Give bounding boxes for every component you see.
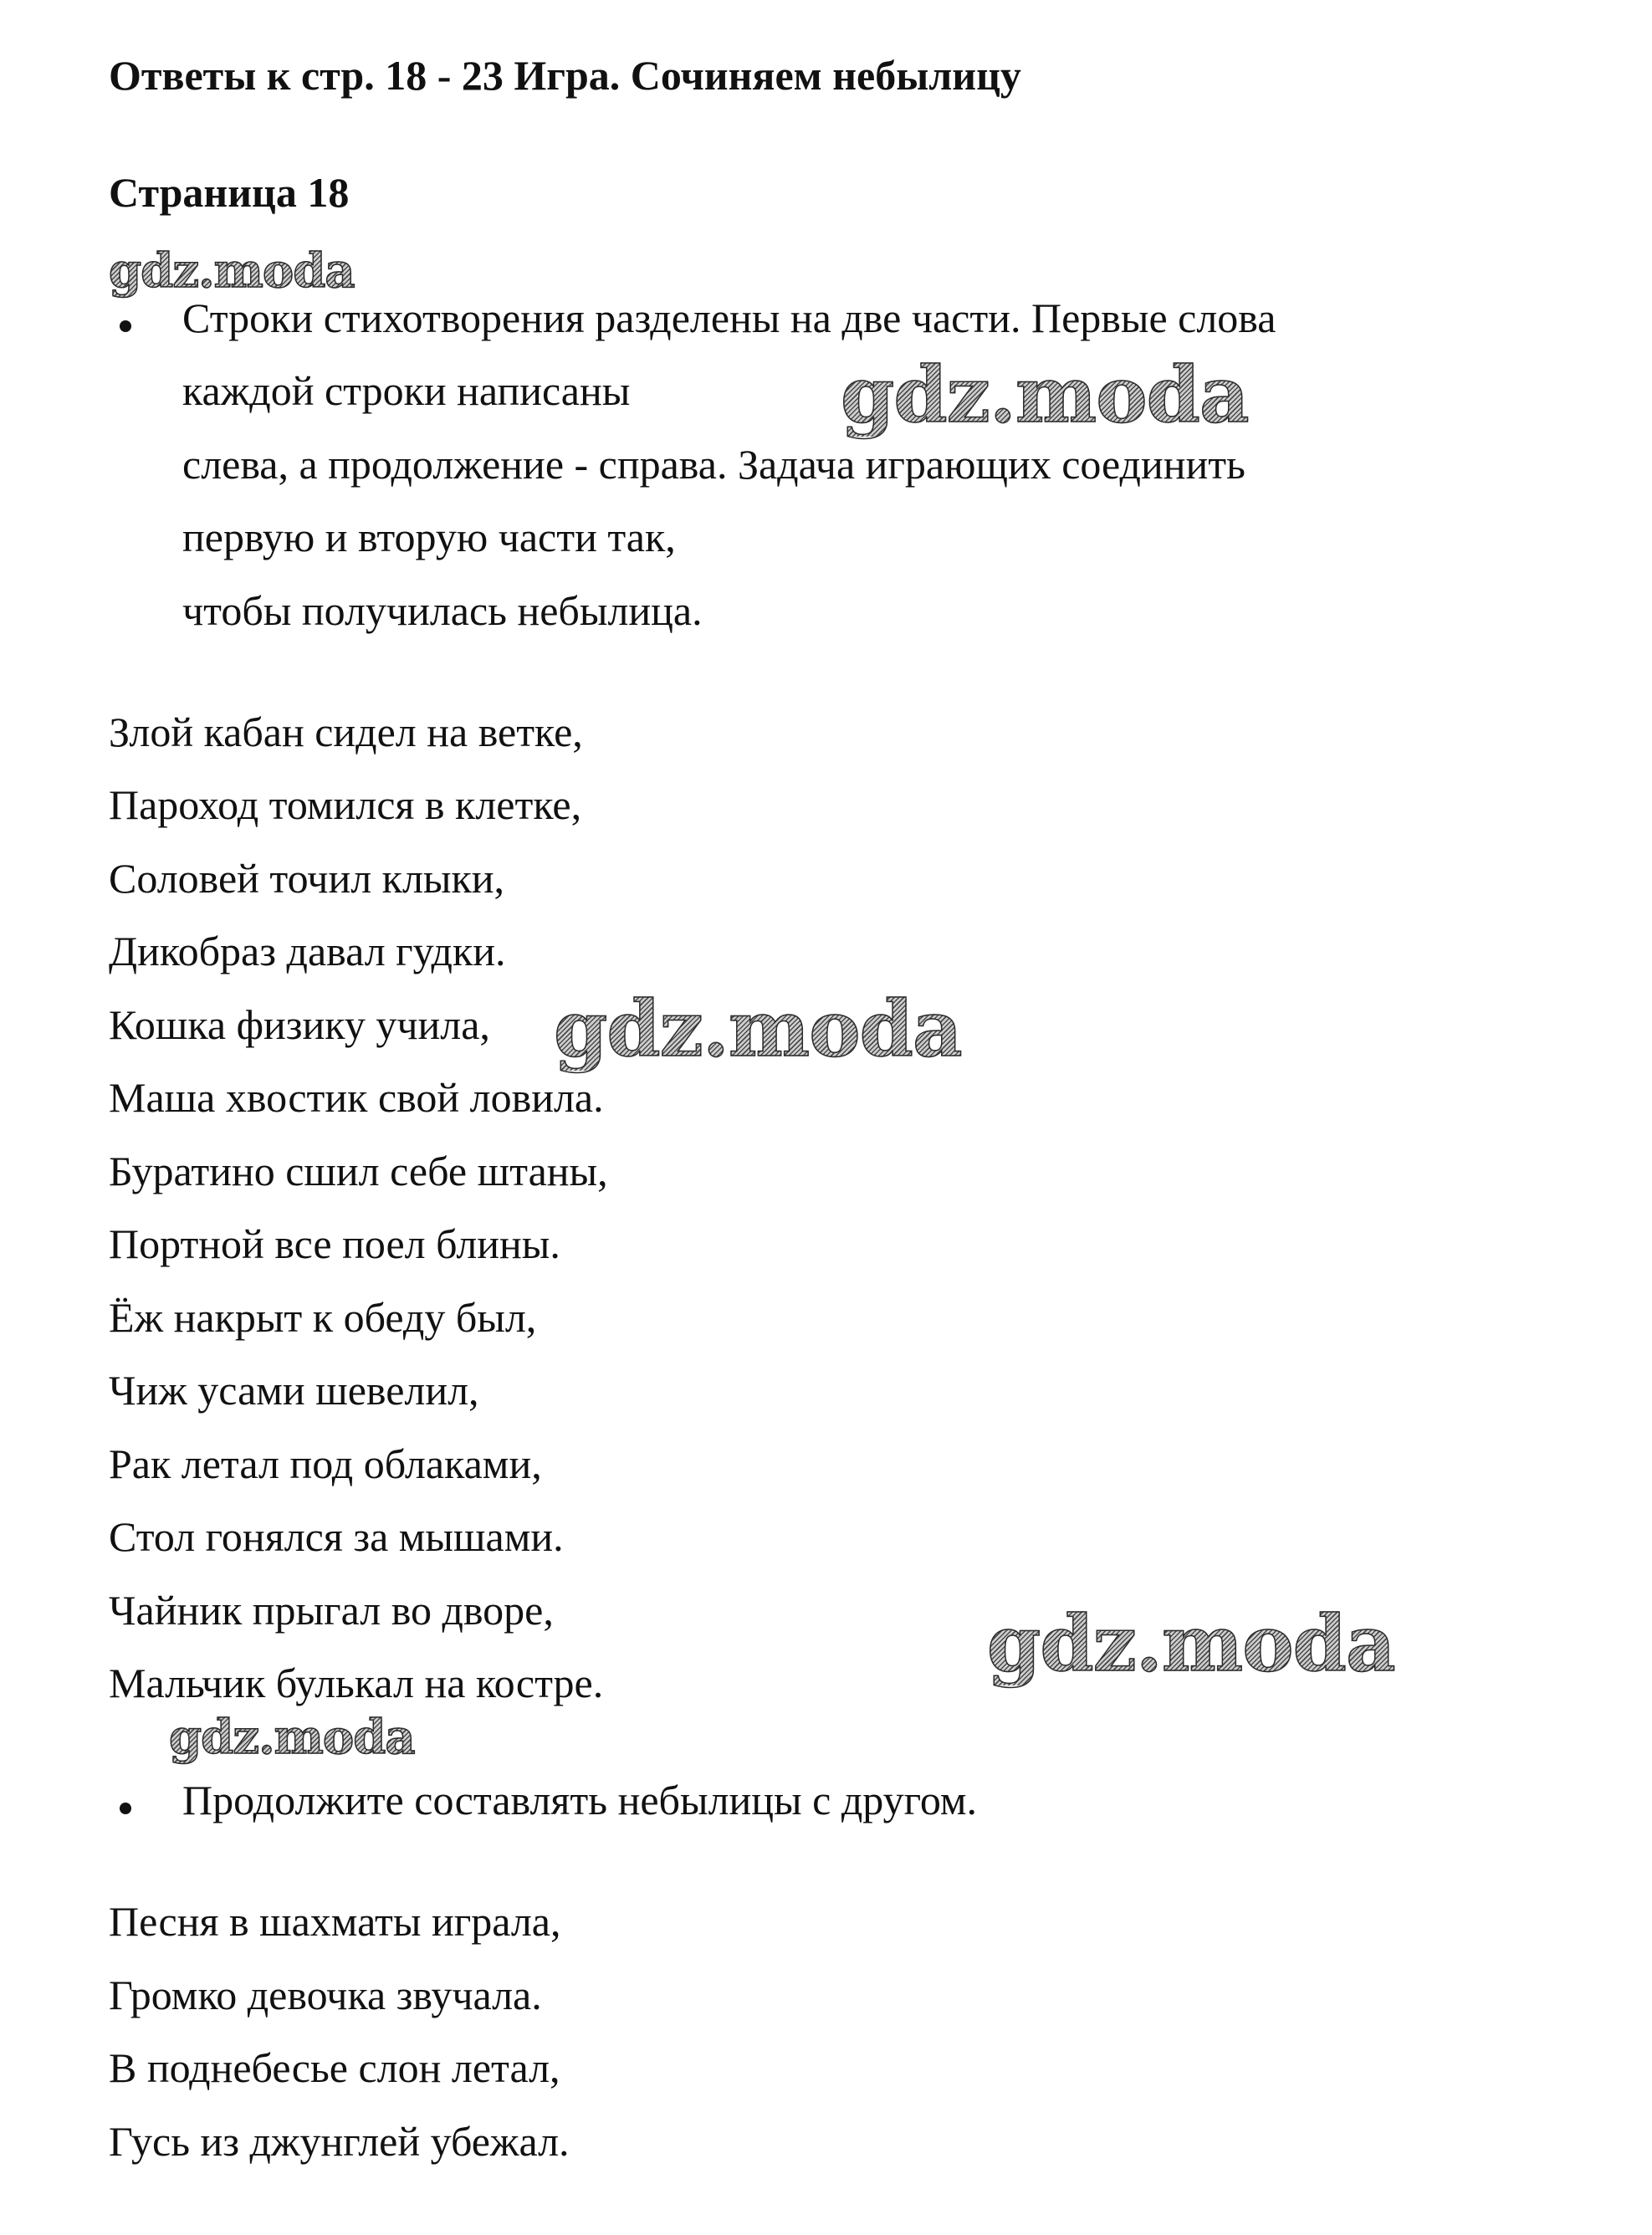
poem-line: Маша хвостик свой ловила. <box>109 1074 604 1121</box>
poem-line: Чиж усами шевелил, <box>109 1367 479 1414</box>
poem-line: Рак летал под облаками, <box>109 1440 542 1487</box>
poem-line: Кошка физику учила, <box>109 1001 490 1048</box>
poem-line: Дикобраз давал гудки. <box>109 928 506 974</box>
task-line: Продолжите составлять небылицы с другом. <box>182 1777 978 1823</box>
watermark: gdz.moda <box>169 1710 415 1765</box>
poem-line: Мальчик булькал на костре. <box>109 1660 604 1706</box>
watermark: gdz.moda <box>109 243 355 299</box>
poem-line: Стол гонялся за мышами. <box>109 1513 564 1560</box>
task-line: первую и вторую части так, <box>182 514 676 560</box>
task-line: слева, а продолжение - справа. Задача играющих соединить <box>182 441 1245 488</box>
poem-line: Пароход томился в клетке, <box>109 781 582 828</box>
bullet-icon <box>120 1803 131 1814</box>
poem-line: Буратино сшил себе штаны, <box>109 1148 608 1194</box>
task-line: каждой строки написаны <box>182 367 631 414</box>
watermark: gdz.moda <box>987 1598 1395 1689</box>
page-title: Ответы к стр. 18 - 23 Игра. Сочиняем небылицу <box>109 52 1021 99</box>
poem-line: Гусь из джунглей убежал. <box>109 2118 570 2165</box>
poem-line: В поднебесье слон летал, <box>109 2044 560 2091</box>
page-heading: Страница 18 <box>109 169 350 216</box>
watermark: gdz.moda <box>841 350 1249 440</box>
task-line: чтобы получилась небылица. <box>182 587 703 634</box>
poem-line: Соловей точил клыки, <box>109 855 505 902</box>
poem-line: Громко девочка звучала. <box>109 1972 542 2018</box>
task-line: Строки стихотворения разделены на две части. Первые слова <box>182 294 1276 341</box>
watermark: gdz.moda <box>554 984 962 1074</box>
poem-line: Злой кабан сидел на ветке, <box>109 708 583 755</box>
poem-line: Портной все поел блины. <box>109 1220 560 1267</box>
poem-line: Песня в шахматы играла, <box>109 1898 561 1945</box>
poem-line: Чайник прыгал во дворе, <box>109 1587 554 1634</box>
poem-line: Ёж накрыт к обеду был, <box>109 1294 537 1341</box>
bullet-icon <box>120 320 131 332</box>
